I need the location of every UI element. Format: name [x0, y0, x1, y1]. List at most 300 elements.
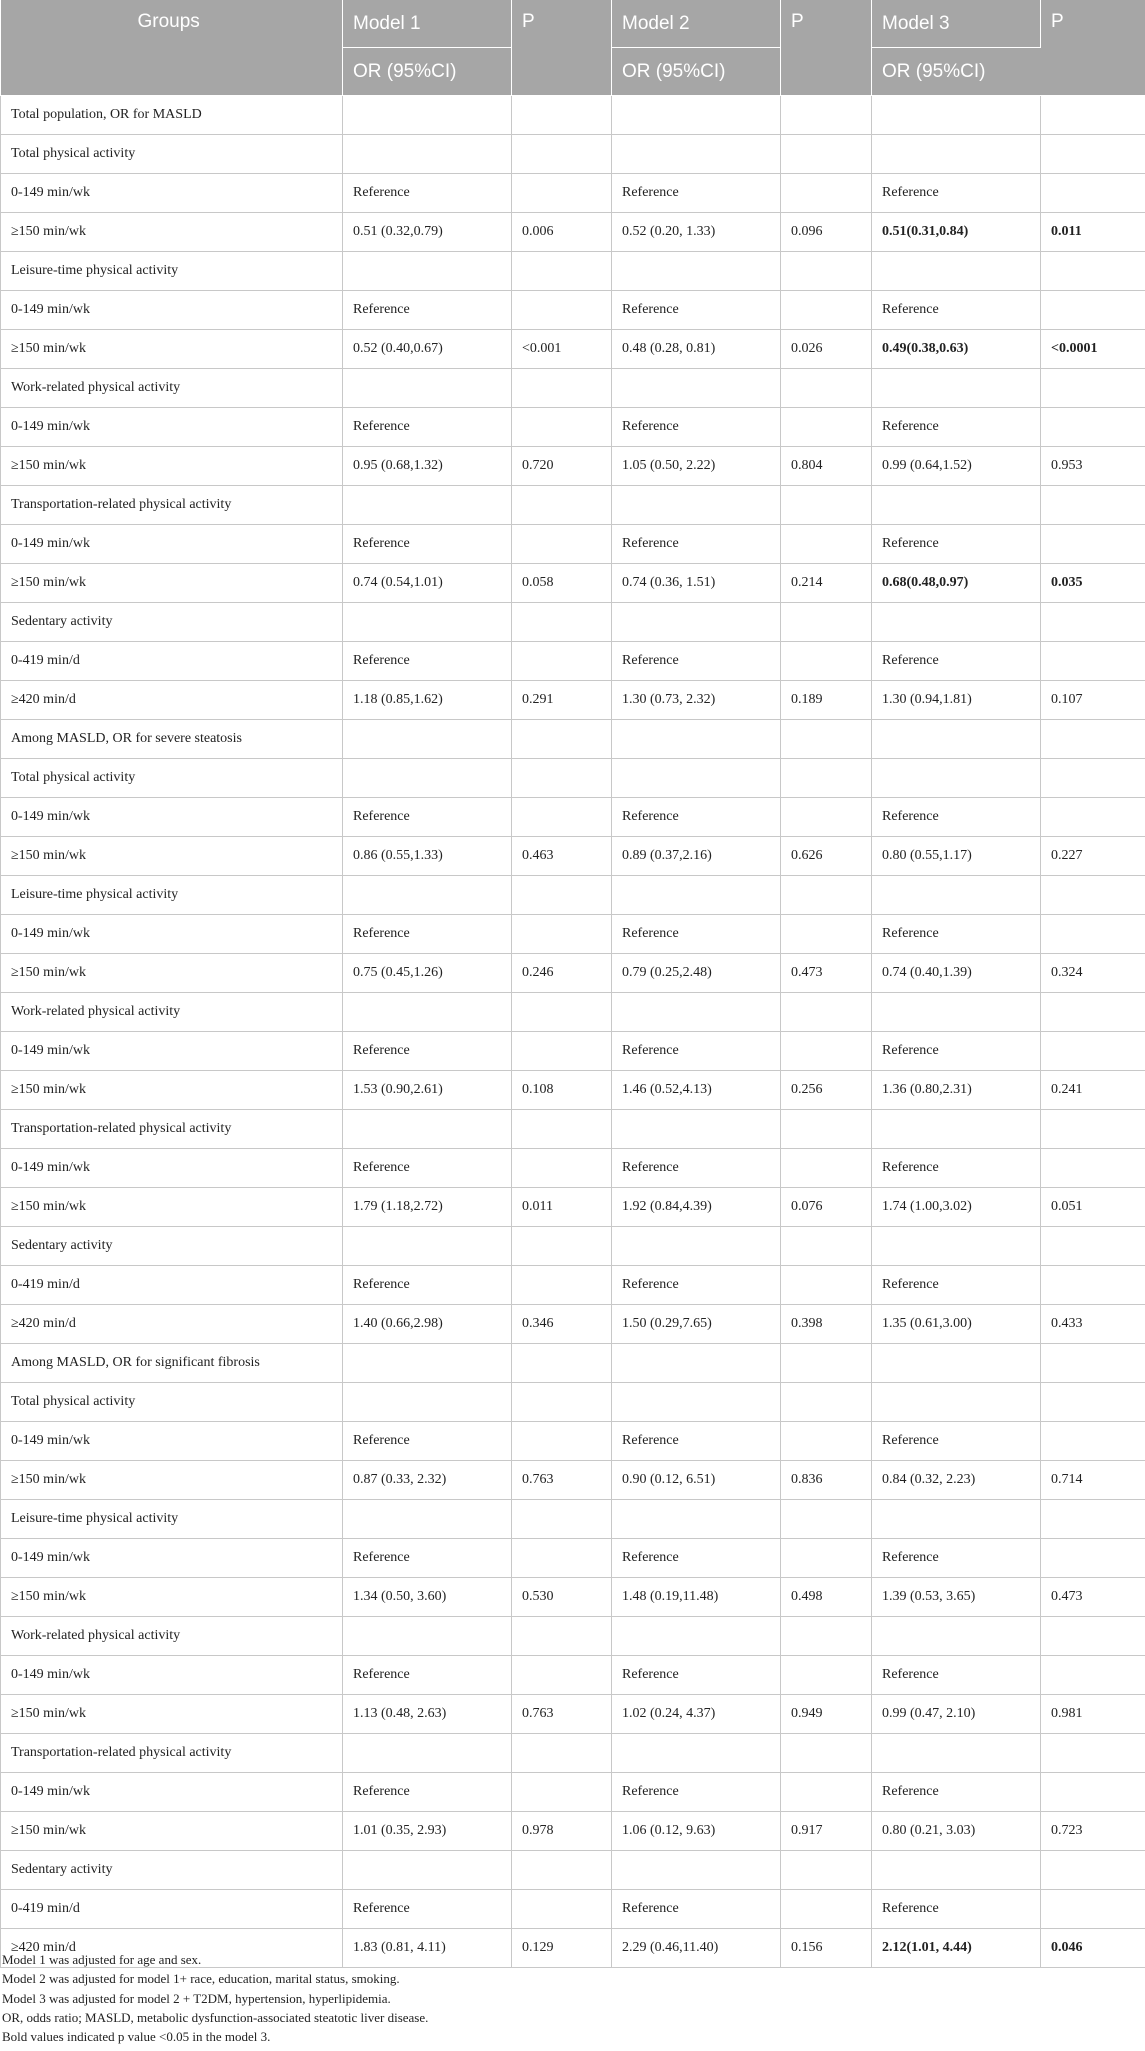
model1-or-cell: 1.40 (0.66,2.98) — [343, 1305, 512, 1344]
model3-p-cell: 0.035 — [1041, 564, 1145, 603]
model3-p-cell — [1041, 291, 1145, 330]
model3-or-cell — [872, 1734, 1041, 1773]
model3-p-cell — [1041, 1266, 1145, 1305]
model3-or-cell: Reference — [872, 642, 1041, 681]
model2-p-cell — [781, 1110, 872, 1149]
model2-p-cell — [781, 1383, 872, 1422]
model3-or-cell: Reference — [872, 1539, 1041, 1578]
p2-header: P — [781, 0, 872, 96]
table-row — [1, 1578, 1145, 1617]
model1-or-cell: 1.01 (0.35, 2.93) — [343, 1812, 512, 1851]
model3-p-cell: 0.011 — [1041, 213, 1145, 252]
table-row — [1, 1461, 1145, 1500]
model2-or-cell: 1.06 (0.12, 9.63) — [612, 1812, 781, 1851]
model2-p-cell — [781, 1422, 872, 1461]
model2-or-cell: 1.50 (0.29,7.65) — [612, 1305, 781, 1344]
category-label: 0-149 min/wk — [1, 291, 343, 330]
model3-p-cell: 0.433 — [1041, 1305, 1145, 1344]
model1-p-cell: 0.006 — [512, 213, 612, 252]
model1-or-cell: Reference — [343, 291, 512, 330]
model3-p-cell — [1041, 915, 1145, 954]
table-row — [1, 408, 1145, 447]
model3-p-cell — [1041, 993, 1145, 1032]
category-label: ≥150 min/wk — [1, 837, 343, 876]
model3-or-cell — [872, 1617, 1041, 1656]
model2-or-cell — [612, 135, 781, 174]
model1-p-cell: 0.346 — [512, 1305, 612, 1344]
model3-or-cell — [872, 135, 1041, 174]
model1-or-cell: 1.13 (0.48, 2.63) — [343, 1695, 512, 1734]
model1-p-cell — [512, 1500, 612, 1539]
model2-p-cell — [781, 1617, 872, 1656]
model1-or-cell: Reference — [343, 1422, 512, 1461]
model2-or-cell: Reference — [612, 1266, 781, 1305]
model2-or-cell: Reference — [612, 642, 781, 681]
model1-or-cell — [343, 486, 512, 525]
model1-or-cell: 1.79 (1.18,2.72) — [343, 1188, 512, 1227]
model1-or-cell: 0.51 (0.32,0.79) — [343, 213, 512, 252]
model2-or-cell: Reference — [612, 798, 781, 837]
model3-or-cell: 1.35 (0.61,3.00) — [872, 1305, 1041, 1344]
model1-or-cell: Reference — [343, 174, 512, 213]
category-label: ≥150 min/wk — [1, 447, 343, 486]
table-row — [1, 954, 1145, 993]
category-label: 0-149 min/wk — [1, 1149, 343, 1188]
model3-or-cell — [872, 252, 1041, 291]
model3-or-cell — [872, 369, 1041, 408]
category-label: ≥150 min/wk — [1, 1071, 343, 1110]
model3-header: Model 3 — [872, 0, 1041, 48]
model3-or-cell: 0.68(0.48,0.97) — [872, 564, 1041, 603]
model2-or-cell: 0.89 (0.37,2.16) — [612, 837, 781, 876]
activity-label: Work-related physical activity — [1, 993, 343, 1032]
model1-p-cell — [512, 291, 612, 330]
model3-p-cell — [1041, 1851, 1145, 1890]
category-label: 0-149 min/wk — [1, 1422, 343, 1461]
table-row — [1, 1851, 1145, 1890]
model3-p-cell: 0.241 — [1041, 1071, 1145, 1110]
model2-p-cell: 0.473 — [781, 954, 872, 993]
activity-label: Leisure-time physical activity — [1, 876, 343, 915]
model2-or-cell: Reference — [612, 1032, 781, 1071]
model1-p-cell — [512, 1422, 612, 1461]
table-row — [1, 681, 1145, 720]
model2-p-cell — [781, 1032, 872, 1071]
model3-p-cell — [1041, 1110, 1145, 1149]
model1-p-cell — [512, 1032, 612, 1071]
table-row — [1, 447, 1145, 486]
model2-or-cell: Reference — [612, 915, 781, 954]
model1-p-cell: 0.720 — [512, 447, 612, 486]
model3-p-cell — [1041, 603, 1145, 642]
model3-p-cell: 0.051 — [1041, 1188, 1145, 1227]
model1-p-cell — [512, 1734, 612, 1773]
model1-p-cell — [512, 408, 612, 447]
model2-or-cell — [612, 1344, 781, 1383]
model3-p-cell — [1041, 1344, 1145, 1383]
model2-or-cell — [612, 759, 781, 798]
category-label: 0-149 min/wk — [1, 174, 343, 213]
model3-or-cell — [872, 1383, 1041, 1422]
activity-label: Transportation-related physical activity — [1, 1110, 343, 1149]
model3-or-cell: Reference — [872, 291, 1041, 330]
table-row — [1, 252, 1145, 291]
activity-label: Sedentary activity — [1, 1851, 343, 1890]
model2-or-cell: Reference — [612, 174, 781, 213]
category-label: ≥420 min/d — [1, 681, 343, 720]
model1-or-cell: Reference — [343, 1149, 512, 1188]
model2-or-cell: 1.92 (0.84,4.39) — [612, 1188, 781, 1227]
model3-or-cell: 1.30 (0.94,1.81) — [872, 681, 1041, 720]
category-label: ≥150 min/wk — [1, 1461, 343, 1500]
model2-p-cell — [781, 408, 872, 447]
table-row — [1, 1422, 1145, 1461]
model1-p-cell: 0.246 — [512, 954, 612, 993]
model1-p-cell: 0.763 — [512, 1461, 612, 1500]
model3-p-cell: 0.046 — [1041, 1929, 1145, 1968]
table-row — [1, 720, 1145, 759]
model3-or-cell — [872, 1500, 1041, 1539]
category-label: ≥150 min/wk — [1, 1578, 343, 1617]
model2-or-cell — [612, 876, 781, 915]
model2-or-cell — [612, 720, 781, 759]
model1-or-cell — [343, 1617, 512, 1656]
model1-p-cell: <0.001 — [512, 330, 612, 369]
model3-p-cell — [1041, 720, 1145, 759]
model3-or-cell: 0.74 (0.40,1.39) — [872, 954, 1041, 993]
model2-p-cell: 0.096 — [781, 213, 872, 252]
model3-p-cell: 0.723 — [1041, 1812, 1145, 1851]
model3-p-cell — [1041, 759, 1145, 798]
footnote: Model 3 was adjusted for model 2 + T2DM, hypertension, hyperlipidemia. — [2, 1990, 391, 2006]
model1-p-cell: 0.129 — [512, 1929, 612, 1968]
model1-or-cell: Reference — [343, 1032, 512, 1071]
model1-p-cell — [512, 1773, 612, 1812]
model2-p-cell: 0.214 — [781, 564, 872, 603]
model1-or-cell — [343, 876, 512, 915]
table-row — [1, 1383, 1145, 1422]
model2-or-cell — [612, 486, 781, 525]
model1-p-cell — [512, 174, 612, 213]
model3-p-cell — [1041, 642, 1145, 681]
model2-p-cell — [781, 1266, 872, 1305]
category-label: 0-149 min/wk — [1, 1032, 343, 1071]
model1-or-cell: Reference — [343, 798, 512, 837]
model2-or-cell — [612, 1734, 781, 1773]
model1-p-cell — [512, 525, 612, 564]
activity-label: Leisure-time physical activity — [1, 252, 343, 291]
table-row — [1, 135, 1145, 174]
model3-p-cell: 0.107 — [1041, 681, 1145, 720]
model3-p-cell — [1041, 486, 1145, 525]
model1-p-cell — [512, 915, 612, 954]
category-label: ≥150 min/wk — [1, 213, 343, 252]
model1-p-cell: 0.011 — [512, 1188, 612, 1227]
model3-p-cell: 0.714 — [1041, 1461, 1145, 1500]
model2-p-cell — [781, 1656, 872, 1695]
table-row — [1, 525, 1145, 564]
model3-p-cell: 0.953 — [1041, 447, 1145, 486]
model1-p-cell: 0.463 — [512, 837, 612, 876]
table-row — [1, 1812, 1145, 1851]
model1-or-cell: Reference — [343, 1890, 512, 1929]
model2-p-cell — [781, 1344, 872, 1383]
model2-or-cell: Reference — [612, 1890, 781, 1929]
model1-p-cell — [512, 1851, 612, 1890]
table-row — [1, 642, 1145, 681]
model3-p-cell — [1041, 369, 1145, 408]
model2-p-cell — [781, 252, 872, 291]
table-header — [1, 0, 1145, 96]
model2-p-cell: 0.836 — [781, 1461, 872, 1500]
model3-p-cell — [1041, 1383, 1145, 1422]
model3-or-cell: 0.80 (0.55,1.17) — [872, 837, 1041, 876]
model1-or-cell — [343, 96, 512, 135]
model2-p-cell — [781, 291, 872, 330]
model1-p-cell: 0.058 — [512, 564, 612, 603]
model1-p-cell — [512, 1656, 612, 1695]
model1-or-cell — [343, 720, 512, 759]
model2-p-cell — [781, 1149, 872, 1188]
category-label: 0-419 min/d — [1, 642, 343, 681]
model3-or-cell: Reference — [872, 1773, 1041, 1812]
section-label: Among MASLD, OR for significant fibrosis — [1, 1344, 343, 1383]
model2-or-cell: 1.30 (0.73, 2.32) — [612, 681, 781, 720]
table-row — [1, 330, 1145, 369]
model1-or-cell: Reference — [343, 408, 512, 447]
model2-p-cell: 0.256 — [781, 1071, 872, 1110]
table-row — [1, 915, 1145, 954]
model3-p-cell — [1041, 1773, 1145, 1812]
model1-or-cell — [343, 1110, 512, 1149]
model1-or-cell — [343, 1227, 512, 1266]
model3-p-cell — [1041, 1149, 1145, 1188]
table-row — [1, 1110, 1145, 1149]
category-label: ≥150 min/wk — [1, 1695, 343, 1734]
model3-or-cell: 0.49(0.38,0.63) — [872, 330, 1041, 369]
model2-or-cell — [612, 1227, 781, 1266]
model1-or-cell: 0.87 (0.33, 2.32) — [343, 1461, 512, 1500]
category-label: 0-149 min/wk — [1, 1773, 343, 1812]
model1-p-cell — [512, 1110, 612, 1149]
model3-p-cell — [1041, 1500, 1145, 1539]
category-label: 0-149 min/wk — [1, 525, 343, 564]
table-row — [1, 291, 1145, 330]
model3-or-cell — [872, 96, 1041, 135]
model3-or-cell: Reference — [872, 1656, 1041, 1695]
model1-or-cell — [343, 1734, 512, 1773]
model1-p-cell — [512, 252, 612, 291]
model2-p-cell — [781, 642, 872, 681]
model2-or-cell: 1.46 (0.52,4.13) — [612, 1071, 781, 1110]
model2-p-cell — [781, 369, 872, 408]
table-row — [1, 1773, 1145, 1812]
model1-p-cell — [512, 1344, 612, 1383]
model3-p-cell — [1041, 174, 1145, 213]
model2-p-cell: 0.498 — [781, 1578, 872, 1617]
model3-p-cell — [1041, 1032, 1145, 1071]
model2-or-cell: 0.90 (0.12, 6.51) — [612, 1461, 781, 1500]
model3-p-cell: <0.0001 — [1041, 330, 1145, 369]
model1-p-cell — [512, 486, 612, 525]
model3-or-cell — [872, 876, 1041, 915]
model1-p-cell — [512, 135, 612, 174]
model2-or-cell: 0.52 (0.20, 1.33) — [612, 213, 781, 252]
model3-or-cell: 2.12(1.01, 4.44) — [872, 1929, 1041, 1968]
model2-p-cell — [781, 1773, 872, 1812]
model2-p-cell — [781, 1851, 872, 1890]
model2-or-cell — [612, 252, 781, 291]
model2-or-cell: 1.05 (0.50, 2.22) — [612, 447, 781, 486]
model2-or-cell — [612, 1383, 781, 1422]
table-row — [1, 1890, 1145, 1929]
model1-p-cell — [512, 1617, 612, 1656]
model2-p-cell — [781, 798, 872, 837]
model3-or-subheader: OR (95%CI) — [872, 48, 1041, 96]
table-row — [1, 564, 1145, 603]
model3-p-cell: 0.473 — [1041, 1578, 1145, 1617]
model3-or-cell — [872, 603, 1041, 642]
model1-or-cell — [343, 759, 512, 798]
activity-label: Transportation-related physical activity — [1, 486, 343, 525]
model3-p-cell — [1041, 1539, 1145, 1578]
model3-or-cell — [872, 993, 1041, 1032]
table-row — [1, 1734, 1145, 1773]
model1-p-cell: 0.108 — [512, 1071, 612, 1110]
model1-or-cell: 1.18 (0.85,1.62) — [343, 681, 512, 720]
model3-p-cell — [1041, 96, 1145, 135]
table-row — [1, 798, 1145, 837]
table-row — [1, 837, 1145, 876]
model2-p-cell — [781, 603, 872, 642]
model1-p-cell: 0.978 — [512, 1812, 612, 1851]
section-label: Total population, OR for MASLD — [1, 96, 343, 135]
model1-p-cell — [512, 720, 612, 759]
model1-or-subheader: OR (95%CI) — [343, 48, 512, 96]
model2-or-cell — [612, 1110, 781, 1149]
model1-or-cell: Reference — [343, 1773, 512, 1812]
table-row — [1, 1656, 1145, 1695]
model1-p-cell: 0.763 — [512, 1695, 612, 1734]
table-row — [1, 876, 1145, 915]
model1-p-cell — [512, 876, 612, 915]
model1-p-cell — [512, 993, 612, 1032]
table-row — [1, 174, 1145, 213]
p1-header: P — [512, 0, 612, 96]
model3-or-cell: Reference — [872, 1890, 1041, 1929]
model2-or-cell: 0.79 (0.25,2.48) — [612, 954, 781, 993]
model3-or-cell — [872, 720, 1041, 759]
model3-or-cell — [872, 759, 1041, 798]
model2-p-cell: 0.804 — [781, 447, 872, 486]
model3-or-cell: 0.80 (0.21, 3.03) — [872, 1812, 1041, 1851]
model2-p-cell — [781, 915, 872, 954]
model3-or-cell: Reference — [872, 1422, 1041, 1461]
model1-p-cell — [512, 1149, 612, 1188]
model2-p-cell — [781, 1890, 872, 1929]
category-label: 0-419 min/d — [1, 1266, 343, 1305]
table-row — [1, 486, 1145, 525]
model3-or-cell — [872, 1851, 1041, 1890]
table-footnotes — [2, 1950, 1142, 2046]
model1-or-cell: Reference — [343, 1539, 512, 1578]
model2-or-cell — [612, 1617, 781, 1656]
model1-p-cell: 0.530 — [512, 1578, 612, 1617]
model1-or-cell: 0.95 (0.68,1.32) — [343, 447, 512, 486]
model1-or-cell: Reference — [343, 1656, 512, 1695]
table-row — [1, 1617, 1145, 1656]
model1-p-cell — [512, 603, 612, 642]
model3-or-cell: 1.39 (0.53, 3.65) — [872, 1578, 1041, 1617]
model3-p-cell: 0.981 — [1041, 1695, 1145, 1734]
model1-or-cell — [343, 993, 512, 1032]
model1-or-cell — [343, 1851, 512, 1890]
activity-label: Total physical activity — [1, 759, 343, 798]
model2-or-cell — [612, 1500, 781, 1539]
model1-p-cell — [512, 96, 612, 135]
model1-or-cell: 0.86 (0.55,1.33) — [343, 837, 512, 876]
category-label: ≥150 min/wk — [1, 564, 343, 603]
table-row — [1, 1188, 1145, 1227]
table-row — [1, 1500, 1145, 1539]
category-label: 0-149 min/wk — [1, 915, 343, 954]
table-row — [1, 1227, 1145, 1266]
category-label: ≥420 min/d — [1, 1929, 343, 1968]
activity-label: Total physical activity — [1, 1383, 343, 1422]
model3-or-cell: 1.36 (0.80,2.31) — [872, 1071, 1041, 1110]
category-label: ≥420 min/d — [1, 1305, 343, 1344]
footnote: Model 2 was adjusted for model 1+ race, education, marital status, smoking. — [2, 1971, 400, 1987]
model2-p-cell — [781, 1539, 872, 1578]
model3-or-cell: Reference — [872, 1032, 1041, 1071]
model1-or-cell — [343, 369, 512, 408]
model3-p-cell — [1041, 876, 1145, 915]
groups-column-header: Groups — [1, 0, 343, 96]
model1-or-cell: Reference — [343, 1266, 512, 1305]
activity-label: Work-related physical activity — [1, 1617, 343, 1656]
model2-or-cell: 2.29 (0.46,11.40) — [612, 1929, 781, 1968]
footnote: OR, odds ratio; MASLD, metabolic dysfunction-associated steatotic liver disease. — [2, 2009, 429, 2025]
category-label: 0-149 min/wk — [1, 408, 343, 447]
header-row-models — [1, 0, 1145, 48]
model3-or-cell: Reference — [872, 525, 1041, 564]
model2-or-cell — [612, 603, 781, 642]
model3-p-cell: 0.227 — [1041, 837, 1145, 876]
table-row — [1, 96, 1145, 135]
model3-p-cell: 0.324 — [1041, 954, 1145, 993]
model1-p-cell — [512, 798, 612, 837]
model2-p-cell — [781, 759, 872, 798]
model2-or-cell: Reference — [612, 1539, 781, 1578]
table-row — [1, 603, 1145, 642]
model3-or-cell: Reference — [872, 1149, 1041, 1188]
category-label: 0-149 min/wk — [1, 1656, 343, 1695]
model2-p-cell: 0.076 — [781, 1188, 872, 1227]
model3-p-cell — [1041, 1227, 1145, 1266]
model3-or-cell: 0.51(0.31,0.84) — [872, 213, 1041, 252]
model3-or-cell: Reference — [872, 915, 1041, 954]
model2-or-cell: Reference — [612, 1149, 781, 1188]
model2-or-cell: Reference — [612, 291, 781, 330]
model2-p-cell — [781, 720, 872, 759]
model2-or-cell: 0.48 (0.28, 0.81) — [612, 330, 781, 369]
model2-p-cell: 0.189 — [781, 681, 872, 720]
model3-p-cell — [1041, 1656, 1145, 1695]
model1-or-cell — [343, 1500, 512, 1539]
model1-p-cell — [512, 1539, 612, 1578]
model1-or-cell — [343, 252, 512, 291]
model2-p-cell — [781, 1227, 872, 1266]
